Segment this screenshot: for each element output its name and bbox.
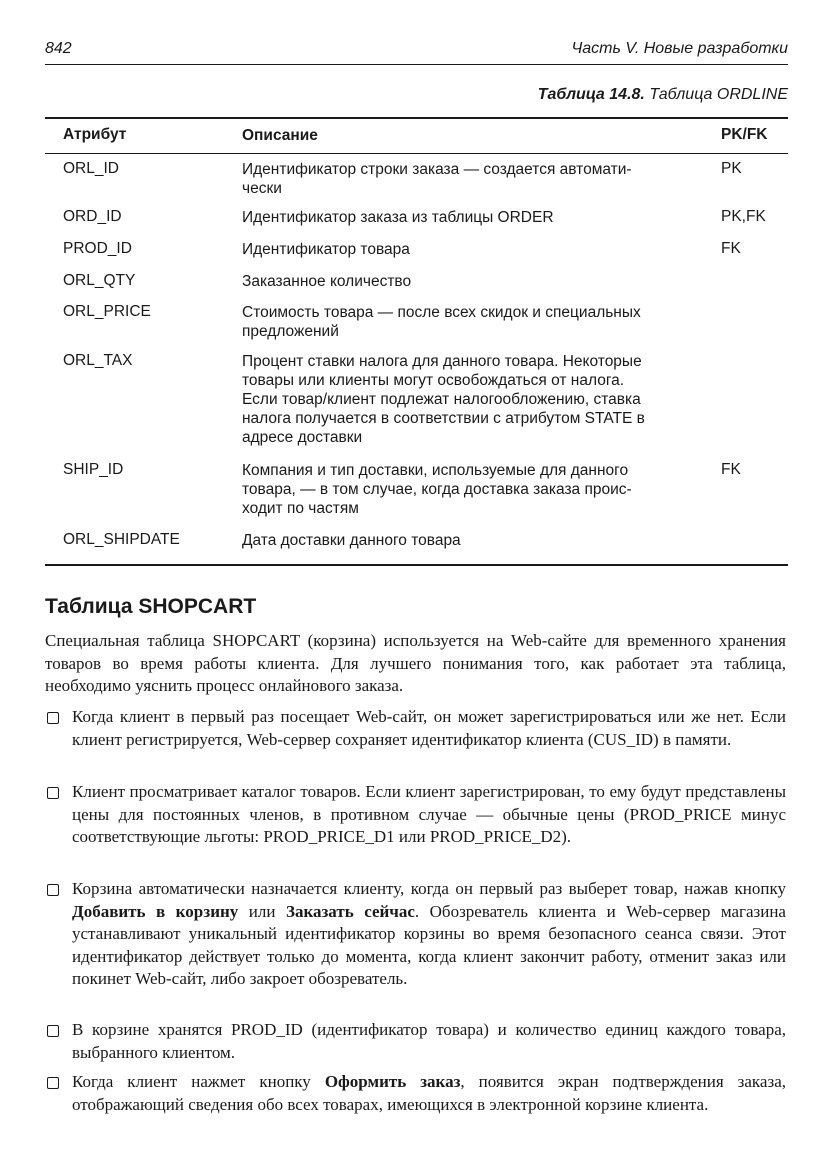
header-attribute: Атрибут <box>63 126 127 143</box>
text-run: Когда клиент нажмет кнопку <box>72 1072 325 1091</box>
description-line: адресе доставки <box>242 429 363 446</box>
running-header <box>45 40 788 65</box>
text-run: . Обозреватель клиента и Web-сервер магазина устанавливают уникальный идентификатор корзины во время безопасного сеанса связи. Этот идентификатор действует только до момента, когда клиент закончит работу, отменит заказ или покинет Web-сайт, либо закроет обозреватель. <box>72 901 786 988</box>
attribute-cell: ORL_ID <box>63 160 119 177</box>
attribute-cell: ORL_TAX <box>63 352 133 369</box>
description-line: Заказанное количество <box>242 273 412 290</box>
ordline-table <box>45 117 788 549</box>
pkfk-cell: FK <box>721 461 741 478</box>
description-line: товара, — в том случае, когда доставка заказа проис- <box>242 481 632 498</box>
attribute-cell: PROD_ID <box>63 240 132 257</box>
description-line: Если товар/клиент подлежат налогообложению, ставка <box>242 391 641 408</box>
description-line: Компания и тип доставки, используемые для данного <box>242 462 629 479</box>
header-pkfk: PK/FK <box>721 126 768 143</box>
text-run: В корзине хранятся PROD_ID (идентификатор товара) и количество единиц каждого товара, выбранного клиентом. <box>72 1020 786 1062</box>
description-cell <box>242 160 694 198</box>
bullet-text <box>72 1071 786 1116</box>
text-run: Клиент просматривает каталог товаров. Если клиент зарегистрирован, то ему будут представлены цены для постоянных членов, в противном случае — обычные цены (PROD_PRICE минус соответствующие льготы: PROD_PRICE_D1 или PROD_PRICE_D2). <box>72 782 786 846</box>
bullet-text <box>72 878 786 991</box>
description-line: предложений <box>242 323 339 340</box>
table-caption-title: Таблица ORDLINE <box>649 86 788 103</box>
square-bullet-icon <box>47 787 59 799</box>
description-cell <box>242 461 694 518</box>
bold-button-name: Оформить заказ <box>324 1072 461 1091</box>
text-run: Когда клиент в первый раз посещает Web-сайт, он может зарегистрироваться или же нет. Если клиент регистрируется, Web-сервер сохраняет идентификатор клиента (CUS_ID) в памяти. <box>72 707 786 749</box>
table-header-row <box>45 117 788 154</box>
page-number: 842 <box>45 40 72 57</box>
bullet-text <box>72 781 786 849</box>
description-line: Идентификатор товара <box>242 241 410 258</box>
description-cell <box>242 208 694 227</box>
square-bullet-icon <box>47 1025 59 1037</box>
description-line: Дата доставки данного товара <box>242 532 461 549</box>
attribute-cell: ORD_ID <box>63 208 122 225</box>
description-line: Стоимость товара — после всех скидок и специальных <box>242 304 641 321</box>
description-line: налога получается в соответствии с атрибутом STATE в <box>242 410 645 427</box>
intro-paragraph: Специальная таблица SHOPCART (корзина) используется на Web-сайте для временного хранения товаров во время работы клиента. Для лучшего понимания того, как работает эта таблица, необходимо уяснить процесс онлайнового заказа. <box>45 631 786 695</box>
square-bullet-icon <box>47 884 59 896</box>
description-cell <box>242 531 694 550</box>
text-run: , появится экран подтверждения заказа, отображающий сведения обо всех товарах, имеющихся в электронной корзине клиента. <box>72 1072 786 1114</box>
description-cell <box>242 303 694 341</box>
text-run: Корзина автоматически назначается клиенту, когда он первый раз выберет товар, нажав кнопку <box>72 879 786 898</box>
section-title: Часть V. Новые разработки <box>571 40 788 57</box>
description-line: ходит по частям <box>242 500 359 517</box>
description-line: Идентификатор строки заказа — создается автомати- <box>242 161 632 178</box>
attribute-cell: ORL_PRICE <box>63 303 151 320</box>
bold-button-name: Добавить в корзину <box>72 901 239 921</box>
attribute-cell: ORL_QTY <box>63 272 136 289</box>
bullet-text <box>72 1019 786 1064</box>
description-line: товары или клиенты могут освобождаться от налога. <box>242 372 625 389</box>
square-bullet-icon <box>47 712 59 724</box>
pkfk-cell: PK,FK <box>721 208 766 225</box>
table-bottom-rule <box>45 564 788 566</box>
bold-button-name: Заказать сейчас <box>285 901 415 921</box>
description-cell <box>242 272 694 291</box>
pkfk-cell: PK <box>721 160 742 177</box>
description-line: Идентификатор заказа из таблицы ORDER <box>242 209 554 226</box>
table-caption <box>538 86 788 104</box>
description-cell <box>242 352 694 447</box>
bullet-text <box>72 706 786 751</box>
section-heading: Таблица SHOPCART <box>45 595 257 618</box>
description-line: Процент ставки налога для данного товара. Некоторые <box>242 353 642 370</box>
description-cell <box>242 240 694 259</box>
table-caption-label: Таблица 14.8. <box>537 86 645 103</box>
pkfk-cell: FK <box>721 240 741 257</box>
attribute-cell: ORL_SHIPDATE <box>63 531 180 548</box>
square-bullet-icon <box>47 1077 59 1089</box>
text-run: или <box>238 901 286 921</box>
attribute-cell: SHIP_ID <box>63 461 124 478</box>
description-line: чески <box>242 180 282 197</box>
header-description: Описание <box>242 127 318 144</box>
